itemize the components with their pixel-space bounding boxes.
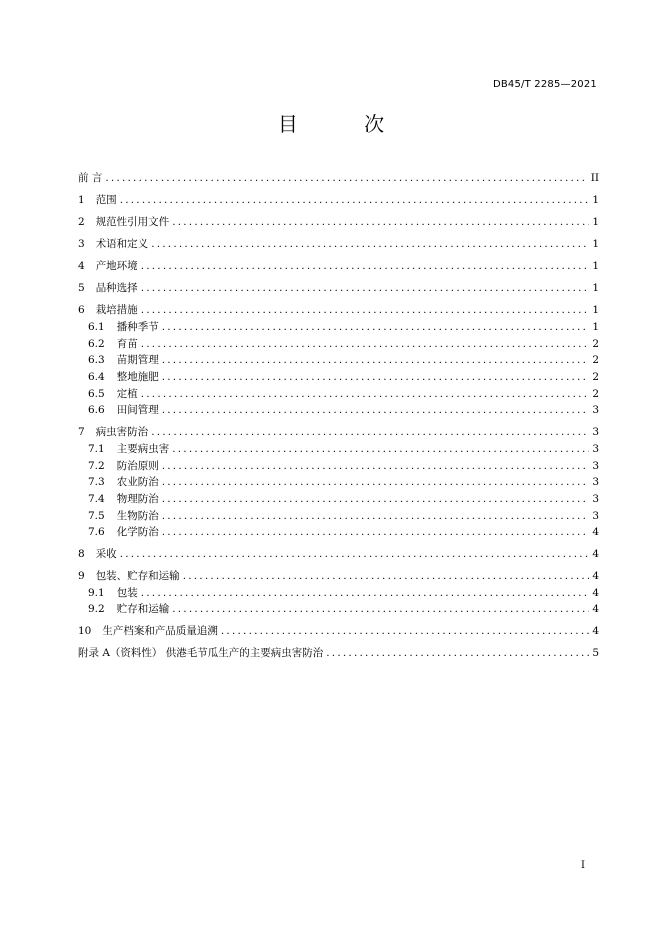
toc-entry-label bbox=[78, 236, 148, 251]
toc-entry-number: 3 bbox=[78, 238, 85, 250]
toc-entry-title: 品种选择 bbox=[95, 282, 138, 294]
toc-entry-number: 9.2 bbox=[88, 603, 105, 615]
toc-entry-label bbox=[78, 258, 138, 273]
toc-entry-page: 1 bbox=[592, 321, 599, 333]
toc-entry-label bbox=[88, 601, 169, 616]
toc-entry-label bbox=[78, 192, 117, 207]
toc-entry-number: 6.3 bbox=[88, 354, 105, 366]
toc-entry[interactable] bbox=[78, 458, 599, 474]
toc-dot-leader bbox=[120, 194, 590, 206]
toc-entry-title: 生物防治 bbox=[116, 510, 159, 522]
toc-entry-page: 3 bbox=[592, 460, 599, 472]
toc-entry[interactable] bbox=[78, 214, 599, 236]
toc-dot-leader bbox=[162, 493, 590, 505]
toc-entry-title: 播种季节 bbox=[116, 321, 159, 333]
toc-entry-page: 1 bbox=[592, 216, 599, 228]
toc-dot-leader bbox=[221, 625, 589, 637]
toc-entry-label bbox=[88, 369, 159, 384]
toc-entry-number: 6.5 bbox=[88, 388, 105, 400]
toc-dot-leader bbox=[151, 238, 589, 250]
toc-entry[interactable] bbox=[78, 280, 599, 302]
toc-entry[interactable] bbox=[78, 369, 599, 386]
toc-entry-title: 物理防治 bbox=[116, 493, 159, 505]
toc-entry[interactable] bbox=[78, 192, 599, 214]
toc-entry-number: 6 bbox=[78, 304, 85, 316]
toc-entry-title: 病虫害防治 bbox=[95, 426, 149, 438]
toc-entry-label bbox=[88, 402, 159, 417]
toc-entry[interactable] bbox=[78, 568, 599, 585]
toc-entry-page: 3 bbox=[592, 493, 599, 505]
toc-dot-leader bbox=[162, 321, 590, 333]
toc-entry-number: 8 bbox=[78, 548, 85, 560]
toc-dot-leader bbox=[141, 260, 590, 272]
toc-entry-number: 7.2 bbox=[88, 460, 105, 472]
toc-entry-number: 6.4 bbox=[88, 371, 105, 383]
toc-entry-page: 3 bbox=[592, 476, 599, 488]
toc-entry-page: 4 bbox=[592, 587, 599, 599]
toc-entry-number: 7.4 bbox=[88, 493, 105, 505]
toc-entry[interactable] bbox=[78, 645, 599, 667]
toc-entry-number: 6.1 bbox=[88, 321, 105, 333]
toc-entry-title: 生产档案和产品质量追溯 bbox=[102, 625, 218, 637]
toc-entry-label bbox=[88, 524, 159, 539]
toc-entry-title: 前 言 bbox=[78, 172, 103, 184]
toc-dot-leader bbox=[162, 460, 590, 472]
toc-entry[interactable] bbox=[78, 386, 599, 402]
toc-entry-number: 2 bbox=[78, 216, 85, 228]
toc-entry-title: 苗期管理 bbox=[116, 354, 159, 366]
toc-entry-number: 4 bbox=[78, 260, 85, 272]
toc-entry-title: 附录 A（资料性） 供港毛节瓜生产的主要病虫害防治 bbox=[78, 647, 324, 659]
toc-dot-leader bbox=[141, 282, 590, 294]
toc-entry-number: 7.5 bbox=[88, 510, 105, 522]
toc-dot-leader bbox=[172, 216, 589, 228]
toc-entry-page: 3 bbox=[592, 426, 599, 438]
toc-entry-page: 1 bbox=[592, 260, 599, 272]
toc-entry-page: 2 bbox=[592, 388, 599, 400]
toc-entry[interactable] bbox=[78, 302, 599, 319]
toc-entry-title: 贮存和运输 bbox=[116, 603, 170, 615]
toc-entry-title: 定植 bbox=[116, 388, 138, 400]
toc-dot-leader bbox=[162, 526, 590, 538]
toc-entry-title: 术语和定义 bbox=[95, 238, 149, 250]
toc-entry-label bbox=[78, 623, 218, 638]
document-id: DB45/T 2285—2021 bbox=[492, 79, 597, 90]
toc-entry-page: 1 bbox=[592, 304, 599, 316]
toc-dot-leader bbox=[326, 647, 589, 659]
toc-entry-title: 防治原则 bbox=[116, 460, 159, 472]
toc-entry-title: 主要病虫害 bbox=[116, 443, 170, 455]
toc-entry-number: 5 bbox=[78, 282, 85, 294]
toc-entry[interactable] bbox=[78, 258, 599, 280]
toc-entry-page: 3 bbox=[592, 510, 599, 522]
page-number: I bbox=[581, 860, 585, 871]
toc-dot-leader bbox=[172, 443, 589, 455]
toc-entry[interactable] bbox=[78, 352, 599, 369]
toc-entry-page: 4 bbox=[592, 548, 599, 560]
toc-entry-number: 7.6 bbox=[88, 526, 105, 538]
toc-entry[interactable] bbox=[78, 336, 599, 352]
toc-entry-label bbox=[78, 214, 169, 229]
toc-entry-number: 6.6 bbox=[88, 404, 105, 416]
toc-entry-number: 7 bbox=[78, 426, 85, 438]
toc-entry-title: 范围 bbox=[95, 194, 117, 206]
toc-entry-label bbox=[88, 352, 159, 367]
toc-entry[interactable] bbox=[78, 474, 599, 491]
toc-entry-title: 包装 bbox=[116, 587, 138, 599]
toc-entry-label bbox=[88, 319, 159, 334]
toc-entry-page: 4 bbox=[592, 570, 599, 582]
toc-dot-leader bbox=[172, 603, 589, 615]
toc-entry-title: 采收 bbox=[95, 548, 117, 560]
toc-entry-title: 化学防治 bbox=[116, 526, 159, 538]
toc-dot-leader bbox=[162, 371, 590, 383]
toc-entry-title: 包装、贮存和运输 bbox=[95, 570, 180, 582]
toc-entry[interactable] bbox=[78, 236, 599, 258]
toc-entry-label bbox=[88, 336, 138, 351]
toc-entry-title: 整地施肥 bbox=[116, 371, 159, 383]
toc-entry[interactable] bbox=[78, 601, 599, 623]
toc-entry-page: 4 bbox=[592, 625, 599, 637]
toc-entry-label bbox=[88, 508, 159, 523]
toc-entry-number: 6.2 bbox=[88, 338, 105, 350]
toc-entry-label bbox=[88, 458, 159, 473]
table-of-contents bbox=[78, 170, 599, 667]
toc-entry-label bbox=[88, 386, 138, 401]
toc-dot-leader bbox=[120, 548, 590, 560]
toc-dot-leader bbox=[162, 404, 590, 416]
toc-dot-leader bbox=[162, 510, 590, 522]
toc-entry[interactable] bbox=[78, 170, 599, 192]
toc-entry[interactable] bbox=[78, 402, 599, 424]
toc-entry[interactable] bbox=[78, 585, 599, 601]
toc-entry[interactable] bbox=[78, 546, 599, 568]
toc-entry-number: 7.1 bbox=[88, 443, 105, 455]
toc-entry-title: 育苗 bbox=[116, 338, 138, 350]
toc-dot-leader bbox=[141, 304, 590, 316]
toc-entry-label bbox=[78, 302, 138, 317]
toc-entry-page: II bbox=[590, 172, 599, 184]
toc-entry-page: 4 bbox=[592, 603, 599, 615]
toc-dot-leader bbox=[183, 570, 590, 582]
toc-dot-leader bbox=[141, 338, 590, 350]
toc-entry-label bbox=[78, 546, 117, 561]
toc-entry-number: 9.1 bbox=[88, 587, 105, 599]
toc-entry[interactable] bbox=[78, 524, 599, 546]
toc-entry-label bbox=[88, 491, 159, 506]
toc-entry-label bbox=[78, 645, 323, 660]
toc-entry-page: 1 bbox=[592, 194, 599, 206]
toc-dot-leader bbox=[105, 172, 587, 184]
toc-entry-label bbox=[88, 441, 169, 456]
toc-entry-page: 2 bbox=[592, 338, 599, 350]
toc-entry-number: 1 bbox=[78, 194, 85, 206]
toc-entry-title: 田间管理 bbox=[116, 404, 159, 416]
toc-entry-label bbox=[88, 474, 159, 489]
toc-entry-title: 农业防治 bbox=[116, 476, 159, 488]
toc-entry-page: 2 bbox=[592, 354, 599, 366]
toc-entry-page: 1 bbox=[592, 238, 599, 250]
toc-entry[interactable] bbox=[78, 623, 599, 645]
toc-entry-label bbox=[78, 568, 180, 583]
page-title: 目 次 bbox=[277, 112, 415, 136]
toc-entry-page: 4 bbox=[592, 526, 599, 538]
toc-entry-page: 1 bbox=[592, 282, 599, 294]
toc-entry[interactable] bbox=[78, 491, 599, 508]
toc-entry[interactable] bbox=[78, 508, 599, 524]
toc-entry-label bbox=[88, 585, 138, 600]
toc-dot-leader bbox=[162, 354, 590, 366]
toc-entry-page: 5 bbox=[592, 647, 599, 659]
toc-entry-label bbox=[78, 424, 148, 439]
toc-entry-number: 9 bbox=[78, 570, 85, 582]
toc-dot-leader bbox=[151, 426, 589, 438]
toc-entry-label bbox=[78, 280, 138, 295]
toc-entry[interactable] bbox=[78, 424, 599, 441]
toc-entry-page: 2 bbox=[592, 371, 599, 383]
toc-entry[interactable] bbox=[78, 441, 599, 458]
toc-entry-page: 3 bbox=[592, 443, 599, 455]
toc-entry-label bbox=[78, 170, 102, 185]
toc-entry-title: 产地环境 bbox=[95, 260, 138, 272]
toc-entry-number: 7.3 bbox=[88, 476, 105, 488]
toc-dot-leader bbox=[141, 388, 590, 400]
toc-entry-number: 10 bbox=[78, 625, 92, 637]
toc-entry-page: 3 bbox=[592, 404, 599, 416]
toc-entry-title: 栽培措施 bbox=[95, 304, 138, 316]
toc-dot-leader bbox=[141, 587, 590, 599]
toc-dot-leader bbox=[162, 476, 590, 488]
toc-entry-title: 规范性引用文件 bbox=[95, 216, 170, 228]
toc-entry[interactable] bbox=[78, 319, 599, 336]
